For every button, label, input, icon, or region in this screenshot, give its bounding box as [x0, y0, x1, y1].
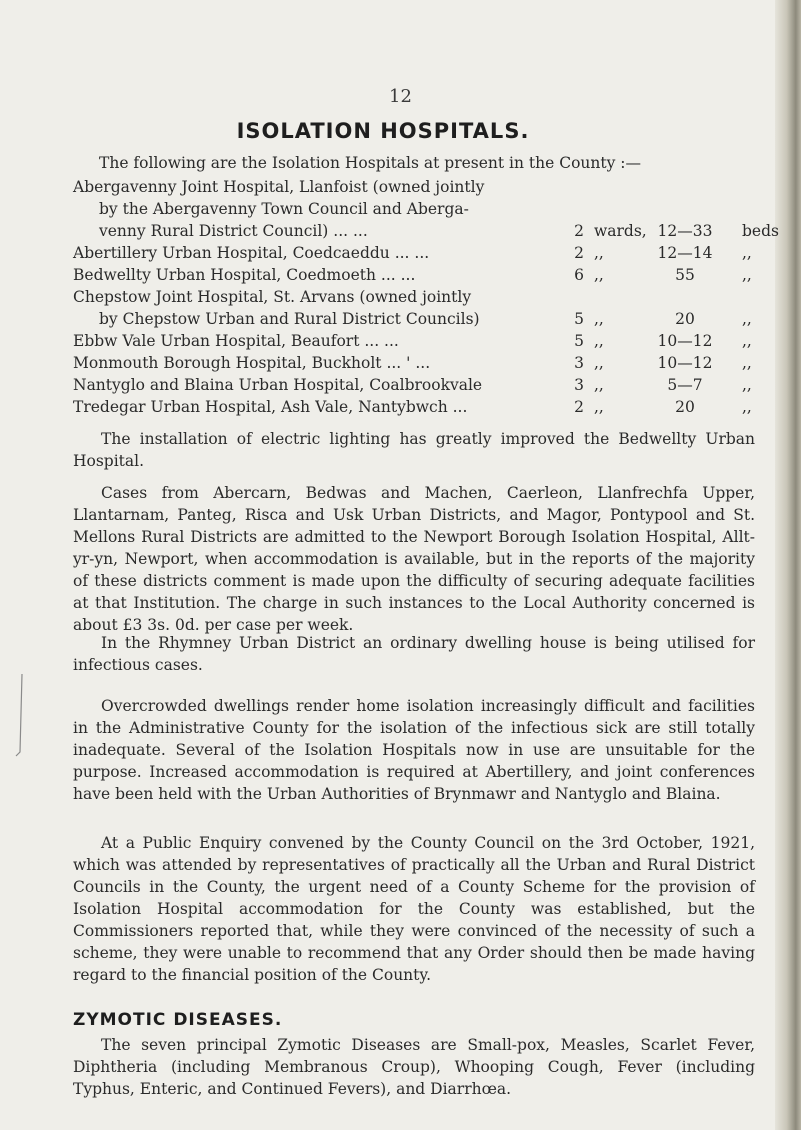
ward-unit: ,,	[594, 310, 604, 328]
bed-range: 10—12	[657, 354, 713, 372]
bed-range: 12—14	[657, 244, 713, 262]
hospital-name-line: venny Rural District Council) ... ...	[99, 222, 368, 240]
ward-count: 3	[574, 376, 584, 394]
section-title-isolation-hospitals: ISOLATION HOSPITALS.	[236, 119, 530, 143]
ward-count: 3	[574, 354, 584, 372]
paragraph-overcrowded	[73, 695, 755, 805]
ward-count: 6	[574, 266, 584, 284]
ward-unit: ,,	[594, 244, 604, 262]
bed-range: 5—7	[667, 376, 703, 394]
ward-count: 5	[574, 332, 584, 350]
ward-unit: ,,	[594, 332, 604, 350]
paragraph-electric-lighting	[73, 428, 755, 472]
bed-unit: ,,	[742, 376, 752, 394]
bed-unit: ,,	[742, 398, 752, 416]
hospital-name-line: Abergavenny Joint Hospital, Llanfoist (owned jointly	[73, 178, 485, 196]
ward-unit: ,,	[594, 354, 604, 372]
hospital-name-line: Monmouth Borough Hospital, Buckholt ... ' ...	[73, 354, 431, 372]
hospital-name-line: Tredegar Urban Hospital, Ash Vale, Nantybwch ...	[73, 398, 468, 416]
bed-unit: ,,	[742, 354, 752, 372]
paragraph-text: Overcrowded dwellings render home isolation increasingly difficult and facilities in the Administrative County for the isolation of the infectious sick are still totally inadequate. Several of the Isolation Hospitals now in use are unsuitable for the purpose. Increased accommodation is required at Abertillery, and joint conferences have been held with the Urban Authorities of Brynmawr and Nantyglo and Blaina.	[73, 697, 755, 803]
ward-count: 2	[574, 244, 584, 262]
hospital-name-line: by Chepstow Urban and Rural District Councils)	[99, 310, 480, 328]
paragraph-text: Cases from Abercarn, Bedwas and Machen, Caerleon, Llanfrechfa Upper, Llantarnam, Panteg, Risca and Usk Urban Districts, and Magor, Pontypool and St. Mellons Rural Districts are admitted to the Newport Borough Isolation Hospital, Allt-yr-yn, Newport, when accommodation is available, but in the reports of the majority of these districts comment is made upon the difficulty of securing adequate facilities at that Institution. The charge in such instances to the Local Authority concerned is about £3 3s. 0d. per case per week.	[73, 484, 755, 634]
paragraph-newport-admissions	[73, 482, 755, 636]
hospital-name-line: by the Abergavenny Town Council and Aberga-	[99, 200, 469, 218]
bed-range: 20	[675, 310, 695, 328]
hospital-name-line: Bedwellty Urban Hospital, Coedmoeth ... ...	[73, 266, 416, 284]
ward-unit: ,,	[594, 266, 604, 284]
bed-range: 55	[675, 266, 695, 284]
hospital-name-line: Abertillery Urban Hospital, Coedcaeddu ... ...	[73, 244, 430, 262]
bed-unit: ,,	[742, 332, 752, 350]
ward-count: 2	[574, 222, 584, 240]
paragraph-text: In the Rhymney Urban District an ordinary dwelling house is being utilised for infectious cases.	[73, 634, 755, 674]
ward-count: 5	[574, 310, 584, 328]
pencil-mark	[8, 672, 36, 758]
bed-range: 12—33	[657, 222, 713, 240]
paragraph-public-enquiry	[73, 832, 755, 986]
paragraph-rhymney	[73, 632, 755, 676]
paragraph-zymotic	[73, 1034, 755, 1100]
ward-unit: wards,	[594, 222, 647, 240]
paragraph-text: At a Public Enquiry convened by the County Council on the 3rd October, 1921, which was attended by representatives of practically all the Urban and Rural District Councils in the County, the urgent need of a County Scheme for the provision of Isolation Hospital accommodation for the County was established, but the Commissioners reported that, while they were convinced of the necessity of such a scheme, they were unable to recommend that any Order should then be made having regard to the financial position of the County.	[73, 834, 755, 984]
bed-unit: beds	[742, 222, 779, 240]
bed-unit: ,,	[742, 310, 752, 328]
bed-unit: ,,	[742, 266, 752, 284]
hospital-name-line: Chepstow Joint Hospital, St. Arvans (owned jointly	[73, 288, 472, 306]
section-title-zymotic-diseases: ZYMOTIC DISEASES.	[73, 1010, 283, 1030]
bed-range: 10—12	[657, 332, 713, 350]
hospital-name-line: Ebbw Vale Urban Hospital, Beaufort ... ...	[73, 332, 399, 350]
ward-unit: ,,	[594, 376, 604, 394]
intro-text: The following are the Isolation Hospitals at present in the County :—	[99, 154, 642, 172]
bed-unit: ,,	[742, 244, 752, 262]
paragraph-text: The installation of electric lighting has greatly improved the Bedwellty Urban Hospital.	[73, 430, 755, 470]
ward-count: 2	[574, 398, 584, 416]
page-number: 12	[389, 86, 412, 107]
paragraph-text: The seven principal Zymotic Diseases are Small-pox, Measles, Scarlet Fever, Diphtheria (including Membranous Croup), Whooping Cough, Fever (including Typhus, Enteric, and Continued Fevers), and Diarrhœa.	[73, 1036, 755, 1098]
hospital-name-line: Nantyglo and Blaina Urban Hospital, Coalbrookvale	[73, 376, 483, 394]
ward-unit: ,,	[594, 398, 604, 416]
bed-range: 20	[675, 398, 695, 416]
page-edge	[775, 0, 801, 1130]
